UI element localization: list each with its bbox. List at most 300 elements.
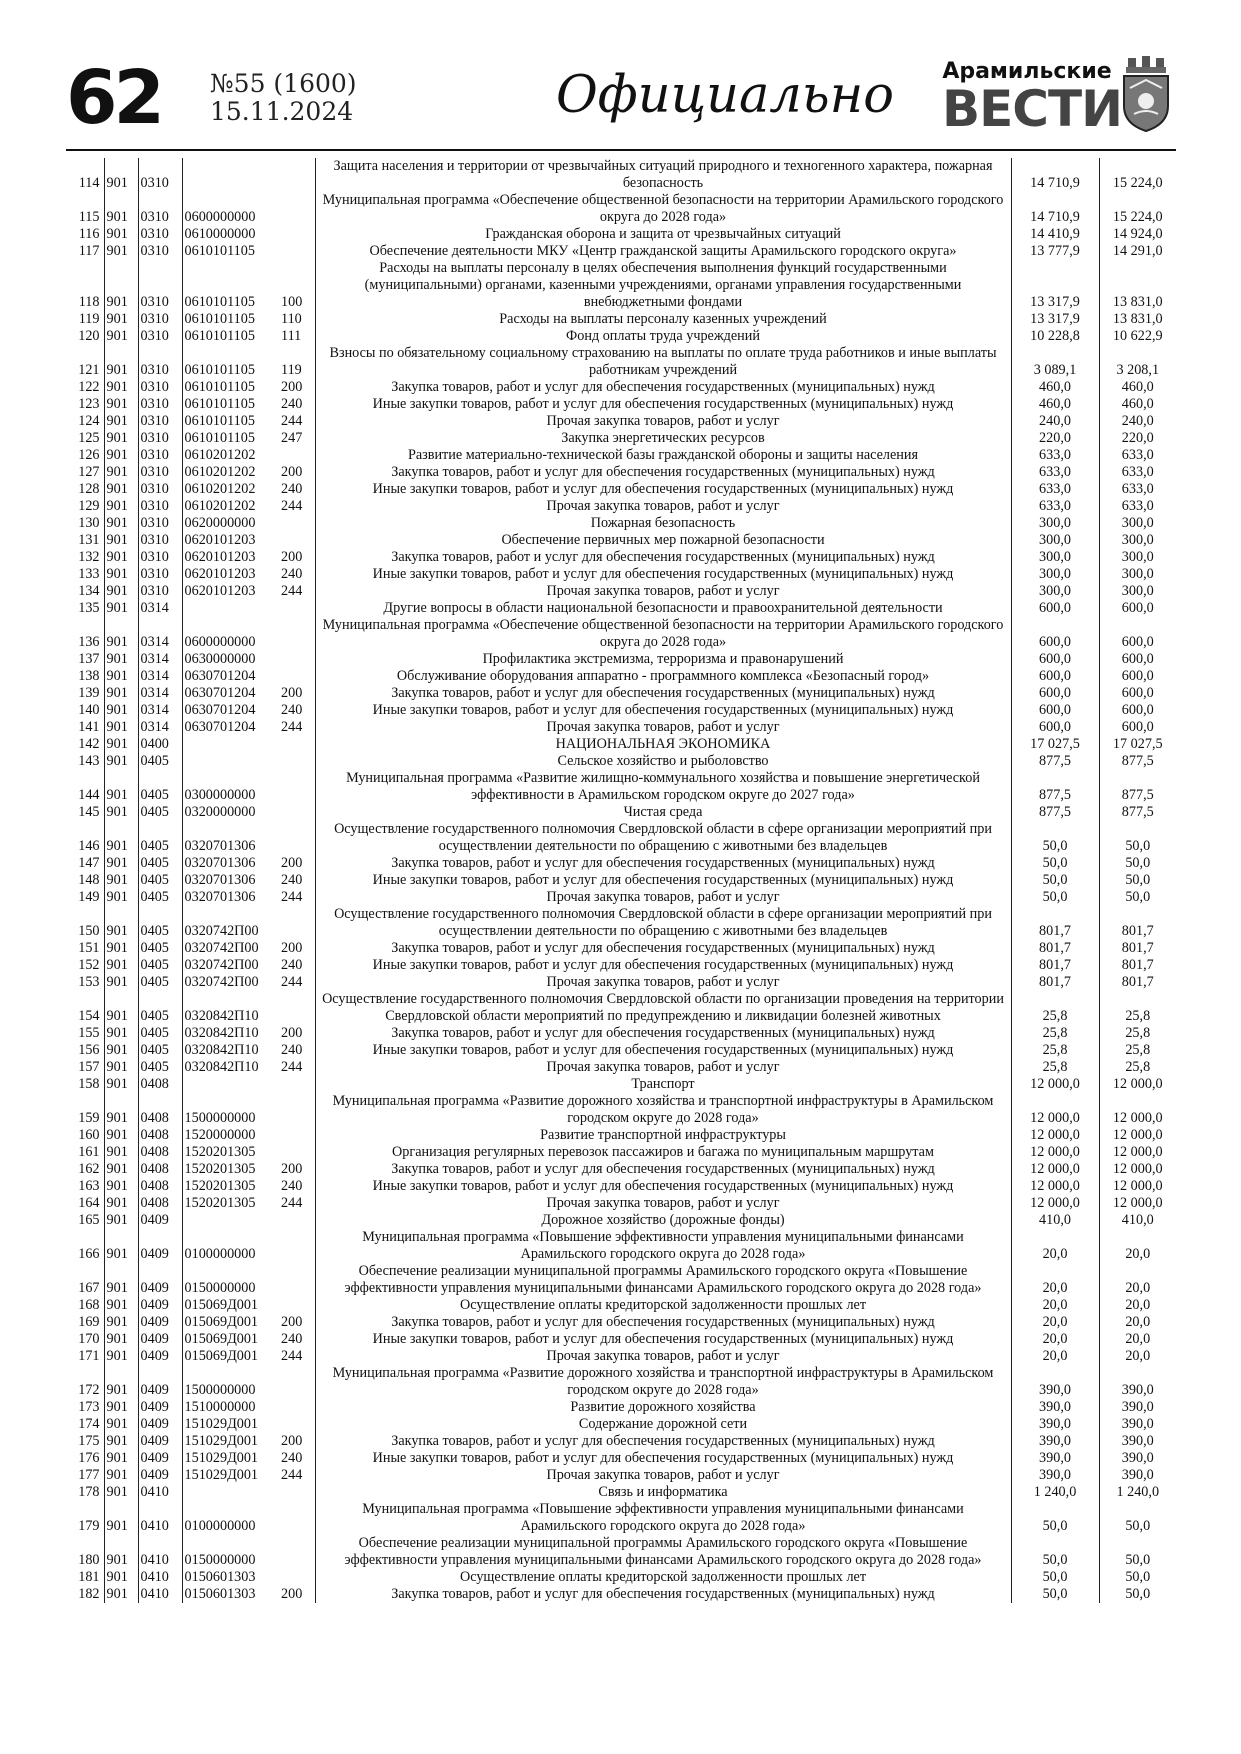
header-divider	[66, 149, 1176, 151]
item-name: Другие вопросы в области национальной безопасности и правоохранительной деятельности	[315, 600, 1011, 617]
target-article-code: 015069Д001	[184, 1314, 259, 1330]
amount-2026: 12 000,0	[1112, 1144, 1163, 1160]
item-name: Прочая закупка товаров, работ и услуг	[315, 719, 1011, 736]
row-number: 167	[78, 1280, 100, 1296]
dept-code: 901	[104, 396, 138, 413]
amount-2025: 300,0	[1011, 566, 1099, 583]
table-row	[66, 1348, 1176, 1365]
amount-2025: 600,0	[1011, 668, 1099, 685]
amount-2026: 300,0	[1121, 515, 1154, 531]
expense-type-code: 200	[281, 1161, 303, 1177]
amount-2025: 600,0	[1011, 651, 1099, 668]
dept-code: 901	[104, 243, 138, 260]
section-code: 0314	[138, 719, 182, 736]
target-article-code: 0320701306	[184, 872, 256, 888]
item-name: Закупка товаров, работ и услуг для обеспечения государственных (муниципальных) нужд	[315, 549, 1011, 566]
dept-code: 901	[104, 464, 138, 481]
amount-2026: 600,0	[1121, 600, 1154, 616]
row-number: 172	[78, 1382, 100, 1398]
section-code: 0310	[138, 158, 182, 192]
dept-code: 901	[104, 855, 138, 872]
amount-2025: 390,0	[1011, 1433, 1099, 1450]
item-name: Пожарная безопасность	[315, 515, 1011, 532]
target-article-code: 0100000000	[184, 1246, 256, 1262]
amount-2025: 13 317,9	[1011, 311, 1099, 328]
dept-code: 901	[104, 600, 138, 617]
table-row	[66, 192, 1176, 226]
amount-2025: 50,0	[1011, 821, 1099, 855]
dept-code: 901	[104, 583, 138, 600]
expense-type-code	[279, 1484, 315, 1501]
target-article-code: 0610201202	[184, 498, 256, 514]
section-code: 0405	[138, 889, 182, 906]
table-row	[66, 1450, 1176, 1467]
section-code: 0314	[138, 685, 182, 702]
row-number: 163	[78, 1178, 100, 1194]
expense-type-code	[279, 1365, 315, 1399]
section-code: 0405	[138, 872, 182, 889]
row-number: 132	[78, 549, 100, 565]
section-code: 0310	[138, 515, 182, 532]
item-name: Прочая закупка товаров, работ и услуг	[315, 1467, 1011, 1484]
dept-code: 901	[104, 226, 138, 243]
expense-type-code	[279, 226, 315, 243]
dept-code: 901	[104, 345, 138, 379]
row-number: 148	[78, 872, 100, 888]
section-code: 0405	[138, 1059, 182, 1076]
expense-type-code	[279, 1144, 315, 1161]
row-number: 166	[78, 1246, 100, 1262]
amount-2025: 12 000,0	[1011, 1076, 1099, 1093]
dept-code: 901	[104, 1484, 138, 1501]
expense-type-code	[279, 600, 315, 617]
section-code: 0310	[138, 192, 182, 226]
amount-2026: 600,0	[1121, 719, 1154, 735]
amount-2026: 20,0	[1125, 1348, 1151, 1364]
row-number: 159	[78, 1110, 100, 1126]
row-number: 120	[78, 328, 100, 344]
amount-2026: 801,7	[1121, 940, 1154, 956]
table-row	[66, 1467, 1176, 1484]
item-name: Чистая среда	[315, 804, 1011, 821]
target-article-code	[182, 158, 279, 192]
section-code: 0314	[138, 617, 182, 651]
item-name: Осуществление государственного полномочия Свердловской области в сфере организации мероприятий при осуществлении деятельности по обращению с животными без владельцев	[315, 821, 1011, 855]
table-row	[66, 464, 1176, 481]
dept-code: 901	[104, 1025, 138, 1042]
dept-code: 901	[104, 1212, 138, 1229]
dept-code: 901	[104, 260, 138, 311]
dept-code: 901	[104, 1195, 138, 1212]
row-number: 145	[78, 804, 100, 820]
item-name: Закупка товаров, работ и услуг для обеспечения государственных (муниципальных) нужд	[315, 1025, 1011, 1042]
amount-2026: 13 831,0	[1112, 311, 1163, 327]
amount-2025: 13 777,9	[1011, 243, 1099, 260]
expense-type-code: 244	[281, 413, 303, 429]
target-article-code: 0320742П00	[184, 923, 259, 939]
section-code: 0408	[138, 1127, 182, 1144]
row-number: 130	[78, 515, 100, 531]
amount-2026: 600,0	[1121, 685, 1154, 701]
amount-2025: 460,0	[1011, 396, 1099, 413]
item-name: Иные закупки товаров, работ и услуг для обеспечения государственных (муниципальных) нужд	[315, 481, 1011, 498]
row-number: 129	[78, 498, 100, 514]
item-name: Иные закупки товаров, работ и услуг для обеспечения государственных (муниципальных) нужд	[315, 566, 1011, 583]
target-article-code	[182, 1484, 279, 1501]
section-code: 0405	[138, 1042, 182, 1059]
row-number: 149	[78, 889, 100, 905]
expense-type-code	[279, 736, 315, 753]
amount-2026: 300,0	[1121, 549, 1154, 565]
row-number: 123	[78, 396, 100, 412]
target-article-code: 0150601303	[184, 1569, 256, 1585]
amount-2025: 633,0	[1011, 447, 1099, 464]
item-name: Дорожное хозяйство (дорожные фонды)	[315, 1212, 1011, 1229]
expense-type-code: 240	[281, 481, 303, 497]
item-name: Закупка товаров, работ и услуг для обеспечения государственных (муниципальных) нужд	[315, 1314, 1011, 1331]
expense-type-code: 244	[281, 719, 303, 735]
amount-2026: 460,0	[1121, 379, 1154, 395]
expense-type-code	[279, 1399, 315, 1416]
target-article-code	[182, 600, 279, 617]
item-name: Обеспечение реализации муниципальной программы Арамильского городского округа «Повышение эффективности управления муниципальными финансами Арамильского городского округа до 2028 года»	[315, 1535, 1011, 1569]
amount-2026: 633,0	[1121, 464, 1154, 480]
amount-2026: 12 000,0	[1112, 1110, 1163, 1126]
table-row	[66, 549, 1176, 566]
item-name: Осуществление оплаты кредиторской задолженности прошлых лет	[315, 1297, 1011, 1314]
amount-2025: 300,0	[1011, 515, 1099, 532]
section-code: 0310	[138, 549, 182, 566]
table-row	[66, 872, 1176, 889]
amount-2026: 14 924,0	[1112, 226, 1163, 242]
amount-2026: 410,0	[1121, 1212, 1154, 1228]
amount-2025: 25,8	[1011, 1025, 1099, 1042]
amount-2026: 50,0	[1125, 1569, 1151, 1585]
dept-code: 901	[104, 1569, 138, 1586]
expense-type-code: 240	[281, 566, 303, 582]
amount-2025: 17 027,5	[1011, 736, 1099, 753]
expense-type-code	[279, 753, 315, 770]
row-number: 158	[78, 1076, 100, 1092]
dept-code: 901	[104, 1127, 138, 1144]
target-article-code: 1510000000	[184, 1399, 256, 1415]
amount-2025: 20,0	[1011, 1331, 1099, 1348]
section-code: 0409	[138, 1365, 182, 1399]
item-name: Закупка товаров, работ и услуг для обеспечения государственных (муниципальных) нужд	[315, 855, 1011, 872]
dept-code: 901	[104, 719, 138, 736]
section-code: 0310	[138, 345, 182, 379]
amount-2026: 10 622,9	[1112, 328, 1163, 344]
table-row	[66, 413, 1176, 430]
table-row	[66, 243, 1176, 260]
row-number: 173	[78, 1399, 100, 1415]
table-row	[66, 430, 1176, 447]
amount-2025: 50,0	[1011, 889, 1099, 906]
table-row	[66, 1416, 1176, 1433]
expense-type-code: 200	[281, 1025, 303, 1041]
row-number: 165	[78, 1212, 100, 1228]
table-row	[66, 1178, 1176, 1195]
dept-code: 901	[104, 1297, 138, 1314]
amount-2026: 460,0	[1121, 396, 1154, 412]
row-number: 156	[78, 1042, 100, 1058]
row-number: 118	[78, 294, 100, 310]
table-row	[66, 515, 1176, 532]
target-article-code: 0150601303	[184, 1586, 256, 1602]
item-name: Содержание дорожной сети	[315, 1416, 1011, 1433]
target-article-code: 0320701306	[184, 838, 256, 854]
dept-code: 901	[104, 1416, 138, 1433]
row-number: 126	[78, 447, 100, 463]
expense-type-code: 100	[281, 294, 303, 310]
amount-2025: 240,0	[1011, 413, 1099, 430]
row-number: 136	[78, 634, 100, 650]
table-row	[66, 617, 1176, 651]
logo-line-2: ВЕСТИ	[942, 80, 1122, 138]
issue-info	[210, 70, 357, 126]
amount-2026: 600,0	[1121, 634, 1154, 650]
table-row	[66, 685, 1176, 702]
row-number: 181	[78, 1569, 100, 1585]
section-code: 0405	[138, 1025, 182, 1042]
dept-code: 901	[104, 1331, 138, 1348]
target-article-code: 0610201202	[184, 464, 256, 480]
table-row	[66, 906, 1176, 940]
row-number: 168	[78, 1297, 100, 1313]
section-code: 0310	[138, 464, 182, 481]
expense-type-code	[279, 668, 315, 685]
amount-2026: 17 027,5	[1112, 736, 1163, 752]
expense-type-code: 200	[281, 1586, 303, 1602]
amount-2025: 12 000,0	[1011, 1195, 1099, 1212]
target-article-code: 0630701204	[184, 702, 256, 718]
dept-code: 901	[104, 192, 138, 226]
amount-2025: 877,5	[1011, 804, 1099, 821]
amount-2025: 20,0	[1011, 1297, 1099, 1314]
section-code: 0310	[138, 328, 182, 345]
dept-code: 901	[104, 974, 138, 991]
section-code: 0405	[138, 940, 182, 957]
amount-2025: 50,0	[1011, 872, 1099, 889]
expense-type-code	[279, 804, 315, 821]
amount-2026: 12 000,0	[1112, 1127, 1163, 1143]
target-article-code: 0610101105	[184, 430, 255, 446]
amount-2026: 390,0	[1121, 1467, 1154, 1483]
amount-2025: 390,0	[1011, 1399, 1099, 1416]
dept-code: 901	[104, 158, 138, 192]
row-number: 178	[78, 1484, 100, 1500]
row-number: 162	[78, 1161, 100, 1177]
row-number: 157	[78, 1059, 100, 1075]
target-article-code: 0320742П00	[184, 940, 259, 956]
table-row	[66, 1484, 1176, 1501]
item-name: Закупка товаров, работ и услуг для обеспечения государственных (муниципальных) нужд	[315, 1586, 1011, 1603]
section-code: 0405	[138, 753, 182, 770]
table-row	[66, 1586, 1176, 1603]
amount-2025: 600,0	[1011, 617, 1099, 651]
table-row	[66, 1059, 1176, 1076]
section-code: 0409	[138, 1212, 182, 1229]
amount-2025: 1 240,0	[1011, 1484, 1099, 1501]
table-row	[66, 345, 1176, 379]
section-code: 0408	[138, 1178, 182, 1195]
expense-type-code	[279, 1076, 315, 1093]
amount-2025: 801,7	[1011, 940, 1099, 957]
section-code: 0410	[138, 1535, 182, 1569]
row-number: 155	[78, 1025, 100, 1041]
section-code: 0405	[138, 855, 182, 872]
expense-type-code	[279, 1416, 315, 1433]
amount-2026: 25,8	[1125, 1042, 1151, 1058]
amount-2025: 20,0	[1011, 1263, 1099, 1297]
target-article-code: 0610101105	[184, 328, 255, 344]
item-name: Профилактика экстремизма, терроризма и правонарушений	[315, 651, 1011, 668]
amount-2025: 12 000,0	[1011, 1178, 1099, 1195]
row-number: 134	[78, 583, 100, 599]
amount-2025: 20,0	[1011, 1229, 1099, 1263]
item-name: Иные закупки товаров, работ и услуг для обеспечения государственных (муниципальных) нужд	[315, 396, 1011, 413]
section-code: 0408	[138, 1144, 182, 1161]
table-row	[66, 1365, 1176, 1399]
dept-code: 901	[104, 685, 138, 702]
table-row	[66, 1569, 1176, 1586]
amount-2025: 300,0	[1011, 583, 1099, 600]
amount-2026: 13 831,0	[1112, 294, 1163, 310]
target-article-code	[182, 1076, 279, 1093]
item-name: Сельское хозяйство и рыболовство	[315, 753, 1011, 770]
section-code: 0410	[138, 1501, 182, 1535]
amount-2025: 50,0	[1011, 1535, 1099, 1569]
target-article-code: 0320842П10	[184, 1025, 259, 1041]
row-number: 154	[78, 1008, 100, 1024]
item-name: Осуществление оплаты кредиторской задолженности прошлых лет	[315, 1569, 1011, 1586]
item-name: Прочая закупка товаров, работ и услуг	[315, 1059, 1011, 1076]
table-row	[66, 1501, 1176, 1535]
expense-type-code	[279, 1229, 315, 1263]
table-row	[66, 1161, 1176, 1178]
section-code: 0310	[138, 243, 182, 260]
section-code: 0409	[138, 1450, 182, 1467]
dept-code: 901	[104, 413, 138, 430]
amount-2025: 300,0	[1011, 532, 1099, 549]
amount-2025: 633,0	[1011, 498, 1099, 515]
table-row	[66, 328, 1176, 345]
amount-2026: 12 000,0	[1112, 1178, 1163, 1194]
dept-code: 901	[104, 753, 138, 770]
section-code: 0410	[138, 1586, 182, 1603]
amount-2026: 877,5	[1121, 804, 1154, 820]
amount-2025: 220,0	[1011, 430, 1099, 447]
target-article-code: 0610101105	[184, 379, 255, 395]
section-code: 0409	[138, 1331, 182, 1348]
expense-type-code	[279, 1501, 315, 1535]
dept-code: 901	[104, 447, 138, 464]
amount-2026: 20,0	[1125, 1331, 1151, 1347]
item-name: Прочая закупка товаров, работ и услуг	[315, 498, 1011, 515]
dept-code: 901	[104, 532, 138, 549]
amount-2025: 877,5	[1011, 770, 1099, 804]
expense-type-code: 240	[281, 1178, 303, 1194]
row-number: 115	[78, 209, 100, 225]
item-name: Муниципальная программа «Обеспечение общественной безопасности на территории Арамильского городского округа до 2028 года»	[315, 617, 1011, 651]
table-row	[66, 1195, 1176, 1212]
dept-code: 901	[104, 821, 138, 855]
page-header	[66, 48, 1176, 148]
row-number: 117	[78, 243, 100, 259]
target-article-code: 0610101105	[184, 413, 255, 429]
dept-code: 901	[104, 1433, 138, 1450]
expense-type-code: 200	[281, 855, 303, 871]
item-name: Иные закупки товаров, работ и услуг для обеспечения государственных (муниципальных) нужд	[315, 1042, 1011, 1059]
target-article-code: 0320842П10	[184, 1042, 259, 1058]
amount-2025: 25,8	[1011, 1059, 1099, 1076]
amount-2025: 12 000,0	[1011, 1093, 1099, 1127]
amount-2026: 20,0	[1125, 1280, 1151, 1296]
row-number: 141	[78, 719, 100, 735]
target-article-code: 151029Д001	[184, 1416, 259, 1432]
amount-2026: 633,0	[1121, 498, 1154, 514]
table-row	[66, 1093, 1176, 1127]
dept-code: 901	[104, 651, 138, 668]
expense-type-code	[279, 770, 315, 804]
target-article-code: 0320742П00	[184, 957, 259, 973]
issue-number: №55 (1600)	[210, 69, 357, 98]
row-number: 114	[78, 175, 100, 191]
amount-2025: 14 710,9	[1011, 192, 1099, 226]
table-row	[66, 821, 1176, 855]
section-code: 0310	[138, 260, 182, 311]
table-row	[66, 889, 1176, 906]
table-row	[66, 1212, 1176, 1229]
item-name: Иные закупки товаров, работ и услуг для обеспечения государственных (муниципальных) нужд	[315, 1331, 1011, 1348]
dept-code: 901	[104, 1348, 138, 1365]
expense-type-code: 200	[281, 549, 303, 565]
target-article-code: 0320742П00	[184, 974, 259, 990]
target-article-code: 151029Д001	[184, 1467, 259, 1483]
item-name: Прочая закупка товаров, работ и услуг	[315, 1348, 1011, 1365]
amount-2026: 801,7	[1121, 923, 1154, 939]
expense-type-code	[279, 1263, 315, 1297]
row-number: 170	[78, 1331, 100, 1347]
target-article-code: 0320701306	[184, 889, 256, 905]
table-row	[66, 532, 1176, 549]
amount-2026: 300,0	[1121, 566, 1154, 582]
expense-type-code	[279, 1297, 315, 1314]
table-row	[66, 991, 1176, 1025]
amount-2025: 801,7	[1011, 906, 1099, 940]
target-article-code: 0320000000	[184, 804, 256, 820]
row-number: 150	[78, 923, 100, 939]
dept-code: 901	[104, 804, 138, 821]
target-article-code: 0150000000	[184, 1280, 256, 1296]
row-number: 142	[78, 736, 100, 752]
target-article-code: 0610101105	[184, 294, 255, 310]
amount-2025: 25,8	[1011, 1042, 1099, 1059]
amount-2026: 220,0	[1121, 430, 1154, 446]
amount-2025: 460,0	[1011, 379, 1099, 396]
table-row	[66, 158, 1176, 192]
section-code: 0310	[138, 413, 182, 430]
expense-type-code: 240	[281, 1331, 303, 1347]
section-code: 0405	[138, 821, 182, 855]
item-name: Муниципальная программа «Развитие жилищно-коммунального хозяйства и повышение энергетической эффективности в Арамильском городском округе до 2027 года»	[315, 770, 1011, 804]
row-number: 133	[78, 566, 100, 582]
dept-code: 901	[104, 736, 138, 753]
amount-2026: 801,7	[1121, 957, 1154, 973]
amount-2025: 877,5	[1011, 753, 1099, 770]
expense-type-code: 244	[281, 1059, 303, 1075]
table-row	[66, 651, 1176, 668]
